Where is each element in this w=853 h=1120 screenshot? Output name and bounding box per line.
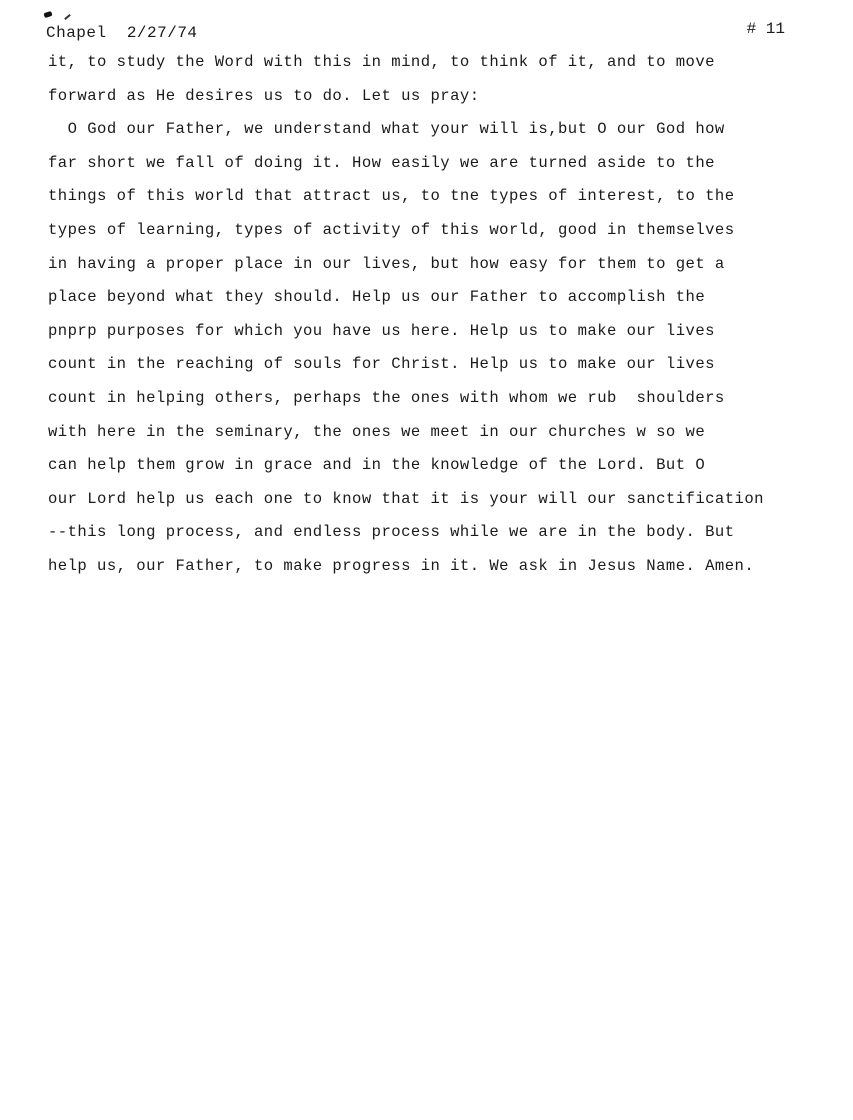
text-line: can help them grow in grace and in the knowledge of the Lord. But O (48, 456, 706, 475)
text-line: place beyond what they should. Help us our Father to accomplish the (48, 288, 706, 307)
text-line: forward as He desires us to do. Let us pray: (48, 86, 480, 105)
text-line: pnprp purposes for which you have us here. Help us to make our lives (48, 321, 715, 340)
text-line: count in helping others, perhaps the ones with whom we rub shoulders (48, 388, 725, 407)
text-line: --this long process, and endless process while we are in the body. But (48, 523, 735, 542)
header-date: Chapel 2/27/74 (46, 24, 198, 42)
text-line: our Lord help us each one to know that it is your will our sanctification (48, 489, 764, 508)
page-number: # 11 (746, 20, 785, 38)
body-text (48, 52, 808, 590)
text-line: count in the reaching of souls for Christ. Help us to make our lives (48, 355, 715, 374)
text-line: in having a proper place in our lives, but how easy for them to get a (48, 254, 725, 273)
text-line: types of learning, types of activity of this world, good in themselves (48, 220, 735, 239)
text-line: with here in the seminary, the ones we meet in our churches w so we (48, 422, 706, 441)
text-line: it, to study the Word with this in mind, to think of it, and to move (48, 53, 715, 71)
text-line: help us, our Father, to make progress in it. We ask in Jesus Name. Amen. (48, 556, 755, 575)
text-line: O God our Father, we understand what your will is,but O our God how (48, 120, 725, 139)
ink-mark (43, 11, 52, 18)
text-line: things of this world that attract us, to tne types of interest, to the (48, 187, 735, 206)
ink-tick-mark (64, 14, 71, 20)
text-line: far short we fall of doing it. How easily we are turned aside to the (48, 153, 715, 172)
